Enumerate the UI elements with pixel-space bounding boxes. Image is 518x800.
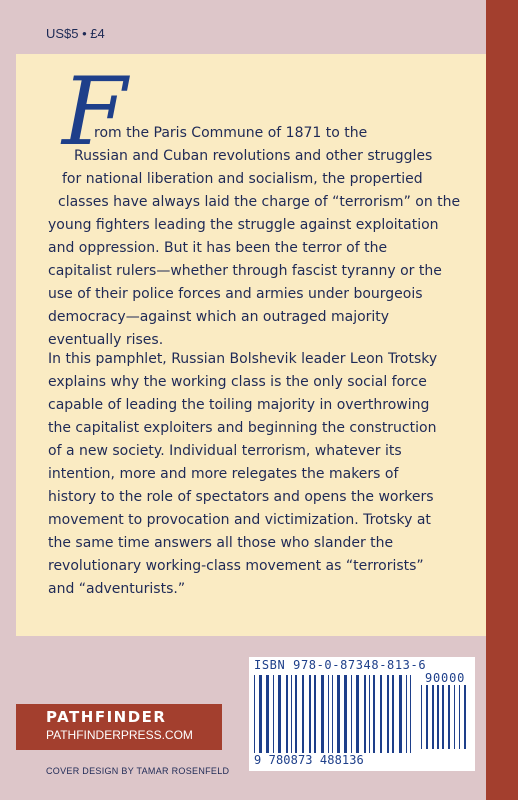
barcode-bar bbox=[295, 675, 297, 753]
barcode-bar bbox=[459, 685, 460, 749]
blurb-line: capable of leading the toiling majority in overthrowing bbox=[48, 397, 430, 413]
blurb-line: intention, more and more relegates the makers of bbox=[48, 466, 399, 482]
barcode-bar bbox=[454, 685, 455, 749]
price-label: US$5 • £4 bbox=[46, 26, 105, 41]
blurb-line: rom the Paris Commune of 1871 to the bbox=[94, 125, 368, 141]
barcode-bar bbox=[437, 685, 439, 749]
cover-credit: COVER DESIGN BY TAMAR ROSENFELD bbox=[46, 766, 230, 776]
barcode-bar bbox=[273, 675, 274, 753]
barcode-bar bbox=[254, 675, 255, 753]
price-code-text: 90000 bbox=[425, 671, 466, 685]
blurb-line: the capitalist exploiters and beginning the construction bbox=[48, 420, 437, 436]
blurb-line: democracy—against which an outraged majority bbox=[48, 309, 390, 325]
barcode-bar bbox=[364, 675, 366, 753]
blurb-line: for national liberation and socialism, the propertied bbox=[62, 171, 423, 187]
barcode-bar bbox=[464, 685, 466, 749]
barcode-bar bbox=[373, 675, 375, 753]
blurb-line: Russian and Cuban revolutions and other struggles bbox=[74, 148, 433, 164]
barcode-bar bbox=[387, 675, 389, 753]
blurb-line: eventually rises. bbox=[48, 332, 164, 348]
barcode-bar bbox=[332, 675, 333, 753]
price-barcode-bars bbox=[421, 685, 471, 757]
barcode-bar bbox=[448, 685, 450, 749]
publisher-name: PATHFINDER bbox=[46, 708, 167, 726]
blurb-line: the same time answers all those who slander the bbox=[48, 535, 394, 551]
barcode-bar bbox=[266, 675, 269, 753]
barcode-bar bbox=[392, 675, 394, 753]
barcode-bar bbox=[302, 675, 304, 753]
blurb-line: classes have always laid the charge of “terrorism” on the bbox=[58, 194, 461, 210]
barcode-bar bbox=[291, 675, 292, 753]
barcode-bar bbox=[278, 675, 281, 753]
blurb-line: In this pamphlet, Russian Bolshevik leader Leon Trotsky bbox=[48, 351, 438, 367]
publisher-url: PATHFINDERPRESS.COM bbox=[46, 728, 193, 742]
blurb-line: movement to provocation and victimization. Trotsky at bbox=[48, 512, 431, 528]
barcode-bar bbox=[286, 675, 288, 753]
barcode-bar bbox=[314, 675, 316, 753]
blurb-line: use of their police forces and armies under bourgeois bbox=[48, 286, 423, 302]
blurb-paragraph-1 bbox=[48, 122, 466, 352]
spine-stripe bbox=[486, 0, 518, 800]
barcode-bar bbox=[351, 675, 352, 753]
barcode-bar bbox=[426, 685, 428, 749]
barcode-bar bbox=[380, 675, 382, 753]
blurb-line: capitalist rulers—whether through fascist tyranny or the bbox=[48, 263, 442, 279]
barcode-bar bbox=[337, 675, 340, 753]
blurb-line: and oppression. But it has been the terror of the bbox=[48, 240, 388, 256]
blurb-paragraph-2 bbox=[48, 348, 466, 601]
ean-text: 9 780873 488136 bbox=[254, 753, 364, 767]
barcode-bar bbox=[344, 675, 347, 753]
barcode-bar bbox=[442, 685, 444, 749]
blurb-line: revolutionary working-class movement as “terrorists” bbox=[48, 558, 424, 574]
barcode-bar bbox=[410, 675, 411, 753]
blurb-line: history to the role of spectators and opens the workers bbox=[48, 489, 434, 505]
isbn-text: ISBN 978-0-87348-813-6 bbox=[254, 658, 427, 672]
barcode-bar bbox=[356, 675, 359, 753]
barcode-bar bbox=[321, 675, 324, 753]
blurb-line: of a new society. Individual terrorism, whatever its bbox=[48, 443, 402, 459]
blurb-line: and “adventurists.” bbox=[48, 581, 186, 597]
barcode-bar bbox=[432, 685, 434, 749]
barcode-bar bbox=[259, 675, 262, 753]
blurb-line: young fighters leading the struggle against exploitation bbox=[48, 217, 439, 233]
barcode-bar bbox=[406, 675, 407, 753]
barcode-bar bbox=[399, 675, 402, 753]
barcode-bar bbox=[328, 675, 329, 753]
barcode-bar bbox=[309, 675, 311, 753]
drop-cap: F bbox=[62, 58, 128, 167]
barcode-bar bbox=[421, 685, 422, 749]
barcode-bar bbox=[369, 675, 370, 753]
blurb-line: explains why the working class is the only social force bbox=[48, 374, 427, 390]
